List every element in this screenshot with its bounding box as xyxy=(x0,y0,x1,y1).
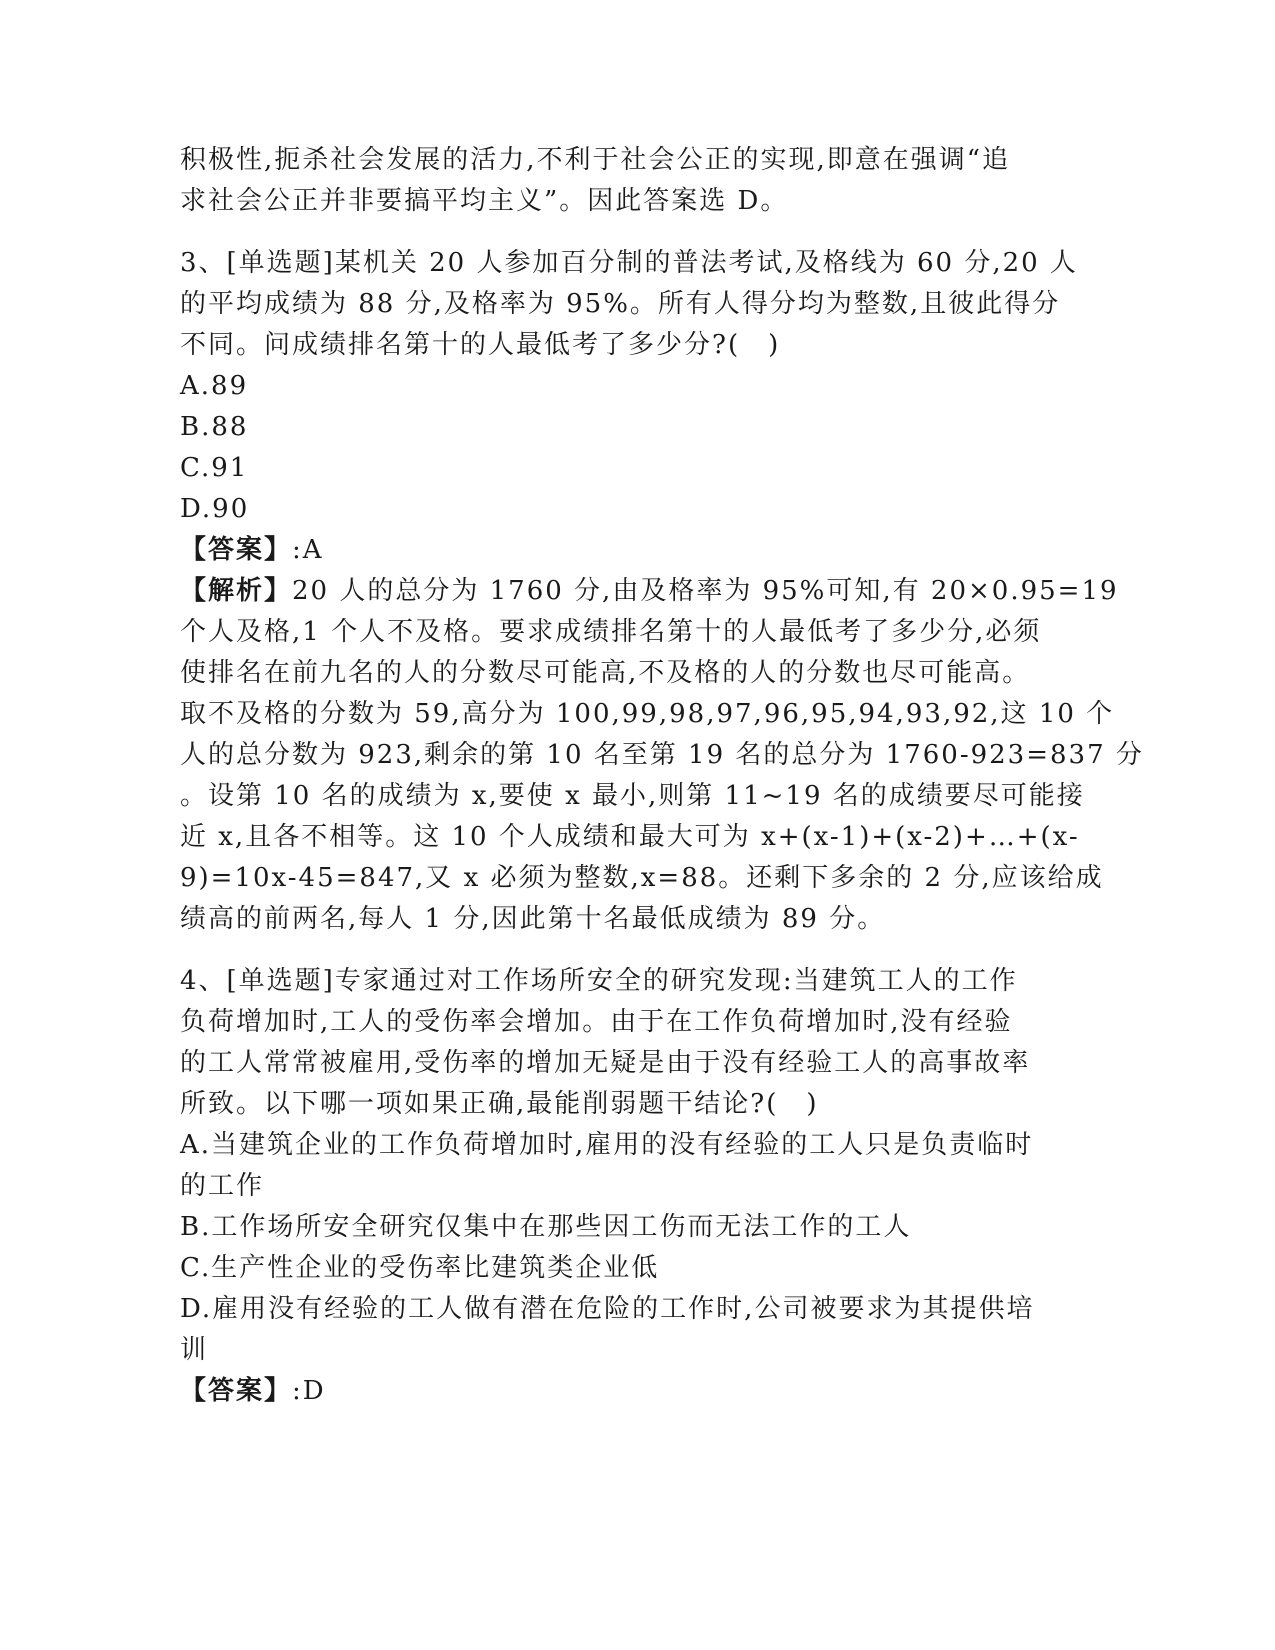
analysis-line: 。设第 10 名的成绩为 x,要使 x 最小,则第 11~19 名的成绩要尽可能接 xyxy=(180,781,1085,811)
text-line: 求社会公正并非要搞平均主义”。因此答案选 D。 xyxy=(180,186,789,216)
option-d-continued: 训 xyxy=(180,1335,209,1365)
analysis-line: 使排名在前九名的人的分数尽可能高,不及格的人的分数也尽可能高。 xyxy=(180,658,1031,688)
answer-line xyxy=(180,1371,1040,1412)
answer-value: :A xyxy=(292,535,324,565)
analysis-line: 9)=10x-45=847,又 x 必须为整数,x=88。还剩下多余的 2 分,应该给成 xyxy=(180,863,1104,893)
answer-value: :D xyxy=(292,1376,326,1406)
option-d: D.雇用没有经验的工人做有潜在危险的工作时,公司被要求为其提供培 xyxy=(180,1294,1035,1324)
option-a: A.89 xyxy=(180,371,249,401)
option-c: C.91 xyxy=(180,453,249,483)
analysis-line: 个人及格,1 个人不及格。要求成绩排名第十的人最低考了多少分,必须 xyxy=(180,617,1042,647)
analysis-text: 20 人的总分为 1760 分,由及格率为 95%可知,有 20×0.95=19 xyxy=(292,576,1119,606)
text-line: 积极性,扼杀社会发展的活力,不利于社会公正的实现,即意在强调“追 xyxy=(180,145,1011,175)
question-stem-line: 的工人常常被雇用,受伤率的增加无疑是由于没有经验工人的高事故率 xyxy=(180,1048,1031,1078)
document-page xyxy=(180,140,1144,1412)
analysis-line: 绩高的前两名,每人 1 分,因此第十名最低成绩为 89 分。 xyxy=(180,904,886,934)
question-stem-line: 负荷增加时,工人的受伤率会增加。由于在工作负荷增加时,没有经验 xyxy=(180,1007,1013,1037)
question-3 xyxy=(180,243,1144,940)
option-d: D.90 xyxy=(180,494,250,524)
analysis-line: 取不及格的分数为 59,高分为 100,99,98,97,96,95,94,93,92,这 10 个 xyxy=(180,699,1115,729)
option-b: B.88 xyxy=(180,412,249,442)
answer-label: 【答案】 xyxy=(180,535,293,565)
question-stem-line: 所致。以下哪一项如果正确,最能削弱题干结论?( ) xyxy=(180,1089,819,1119)
analysis-line: 人的总分数为 923,剩余的第 10 名至第 19 名的总分为 1760-923=837 分 xyxy=(180,740,1144,770)
option-a-continued: 的工作 xyxy=(180,1171,265,1201)
option-b: B.工作场所安全研究仅集中在那些因工伤而无法工作的工人 xyxy=(180,1212,912,1242)
question-stem-line: 4、[单选题]专家通过对工作场所安全的研究发现:当建筑工人的工作 xyxy=(180,966,1018,996)
analysis-line xyxy=(180,571,1119,612)
analysis-line: 近 x,且各不相等。这 10 个人成绩和最大可为 x+(x-1)+(x-2)+…+(x- xyxy=(180,822,1080,852)
analysis-label: 【解析】 xyxy=(180,576,293,606)
answer-label: 【答案】 xyxy=(180,1376,293,1406)
option-c: C.生产性企业的受伤率比建筑类企业低 xyxy=(180,1253,660,1283)
question-stem-line: 的平均成绩为 88 分,及格率为 95%。所有人得分均为整数,且彼此得分 xyxy=(180,289,1061,319)
question-stem-line: 3、[单选题]某机关 20 人参加百分制的普法考试,及格线为 60 分,20 人 xyxy=(180,248,1078,278)
option-a: A.当建筑企业的工作负荷增加时,雇用的没有经验的工人只是负责临时 xyxy=(180,1130,1034,1160)
answer-line xyxy=(180,530,1040,571)
question-stem-line: 不同。问成绩排名第十的人最低考了多少分?( ) xyxy=(180,330,781,360)
question-4 xyxy=(180,961,1040,1412)
previous-explanation xyxy=(180,140,1040,222)
